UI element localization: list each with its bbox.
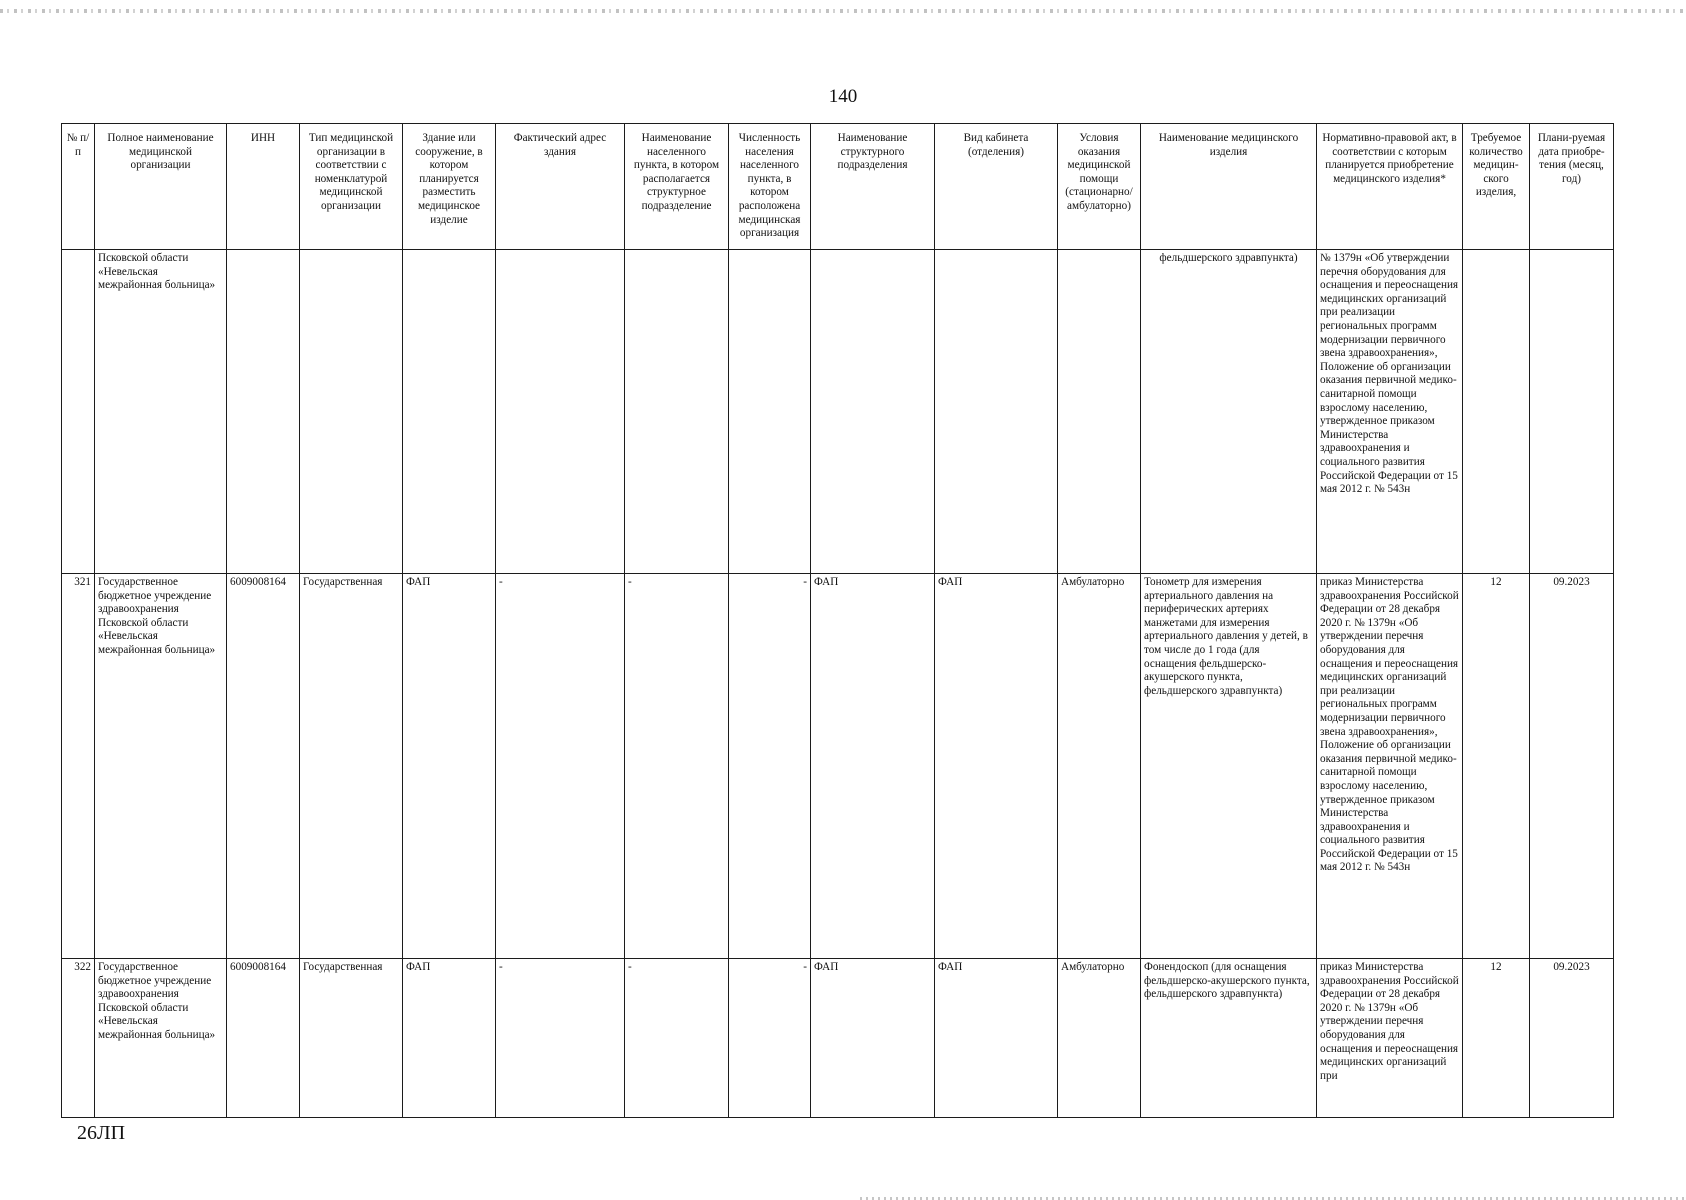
cell-cabinet: ФАП [935,959,1058,1118]
cell-quantity: 12 [1463,574,1530,959]
column-header: Наименование населенного пункта, в котором располагается структурное подразделение [625,124,729,250]
column-header: Численность населения населенного пункта, в котором расположена медицинская организация [729,124,811,250]
column-header: Наименование медицинского изделия [1141,124,1317,250]
table-row [62,250,1614,574]
column-header: № п/п [62,124,95,250]
footer-code: 26ЛП [77,1122,126,1144]
cell-quantity: 12 [1463,959,1530,1118]
column-header: Полное наименование медицинской организации [95,124,227,250]
cell-device: фельдшерского здравпункта) [1141,250,1317,574]
cell-inn: 6009008164 [227,574,300,959]
column-header: Здание или сооружение, в котором планируется разместить медицинское изделие [403,124,496,250]
cell-number [62,250,95,574]
cell-address: - [496,959,625,1118]
cell-device: Фонендоскоп (для оснащения фельдшерско-акушерского пункта, фельдшерского здравпункта) [1141,959,1317,1118]
column-header: Фактический адрес здания [496,124,625,250]
cell-number: 321 [62,574,95,959]
column-header: Нормативно-правовой акт, в соответствии с которым планируется приобретение медицинского изделия* [1317,124,1463,250]
equipment-table [61,123,1614,1118]
column-header: Плани-руемая дата приобре-тения (месяц, год) [1530,124,1614,250]
column-header: Требуемое количество медицин-ского изделия, [1463,124,1530,250]
cell-settlement: - [625,574,729,959]
column-header: Условия оказания медицинской помощи (стационарно/ амбулаторно) [1058,124,1141,250]
cell-org-type: Государственная [300,959,403,1118]
cell-settlement: - [625,959,729,1118]
cell-legal-act: приказ Министерства здравоохранения Российской Федерации от 28 декабря 2020 г. № 1379н «Об утверждении перечня оборудования для оснащения и переоснащения медицинских организаций при [1317,959,1463,1118]
cell-settlement [625,250,729,574]
cell-org-type [300,250,403,574]
cell-unit [811,250,935,574]
cell-number: 322 [62,959,95,1118]
cell-device: Тонометр для измерения артериального давления на периферических артериях манжетами для измерения артериального давления у детей, в том числе до 1 года (для оснащения фельдшерско-акушерского пункта, фельдшерского здравпункта) [1141,574,1317,959]
cell-population: - [729,574,811,959]
column-header: Вид кабинета (отделения) [935,124,1058,250]
cell-unit: ФАП [811,959,935,1118]
cell-date [1530,250,1614,574]
cell-legal-act: приказ Министерства здравоохранения Российской Федерации от 28 декабря 2020 г. № 1379н «Об утверждении перечня оборудования для оснащения и переоснащения медицинских организаций при реализации региональных программ модернизации первичного звена здравоохранения», Положение об организации оказания первичной медико-санитарной помощи взрослому населению, утвержденное приказом Министерства здравоохранения и социального развития Российской Федерации от 15 мая 2012 г. № 543н [1317,574,1463,959]
column-header: Наименование структурного подразделения [811,124,935,250]
cell-population: - [729,959,811,1118]
cell-address [496,250,625,574]
cell-legal-act: № 1379н «Об утверждении перечня оборудования для оснащения и переоснащения медицинских организаций при реализации региональных программ модернизации первичного звена здравоохранения», Положение об организации оказания первичной медико-санитарной помощи взрослому населению, утвержденное приказом Министерства здравоохранения и социального развития Российской Федерации от 15 мая 2012 г. № 543н [1317,250,1463,574]
cell-cabinet: ФАП [935,574,1058,959]
cell-population [729,250,811,574]
cell-address: - [496,574,625,959]
cell-building: ФАП [403,574,496,959]
cell-building [403,250,496,574]
cell-cabinet [935,250,1058,574]
page-number: 140 [828,86,858,107]
cell-conditions: Амбулаторно [1058,959,1141,1118]
cell-conditions [1058,250,1141,574]
cell-quantity [1463,250,1530,574]
cell-organization: Псковской области «Невельская межрайонная больница» [95,250,227,574]
cell-organization: Государственное бюджетное учреждение здравоохранения Псковской области «Невельская межрайонная больница» [95,959,227,1118]
cell-date: 09.2023 [1530,959,1614,1118]
cell-inn [227,250,300,574]
scan-noise-top [0,9,1686,13]
cell-date: 09.2023 [1530,574,1614,959]
cell-conditions: Амбулаторно [1058,574,1141,959]
cell-building: ФАП [403,959,496,1118]
table-row [62,959,1614,1118]
column-header: Тип медицинской организации в соответствии с номенклатурой медицинской организации [300,124,403,250]
table-header-row [62,124,1614,250]
column-header: ИНН [227,124,300,250]
table-row [62,574,1614,959]
cell-organization: Государственное бюджетное учреждение здравоохранения Псковской области «Невельская межрайонная больница» [95,574,227,959]
cell-inn: 6009008164 [227,959,300,1118]
cell-unit: ФАП [811,574,935,959]
cell-org-type: Государственная [300,574,403,959]
